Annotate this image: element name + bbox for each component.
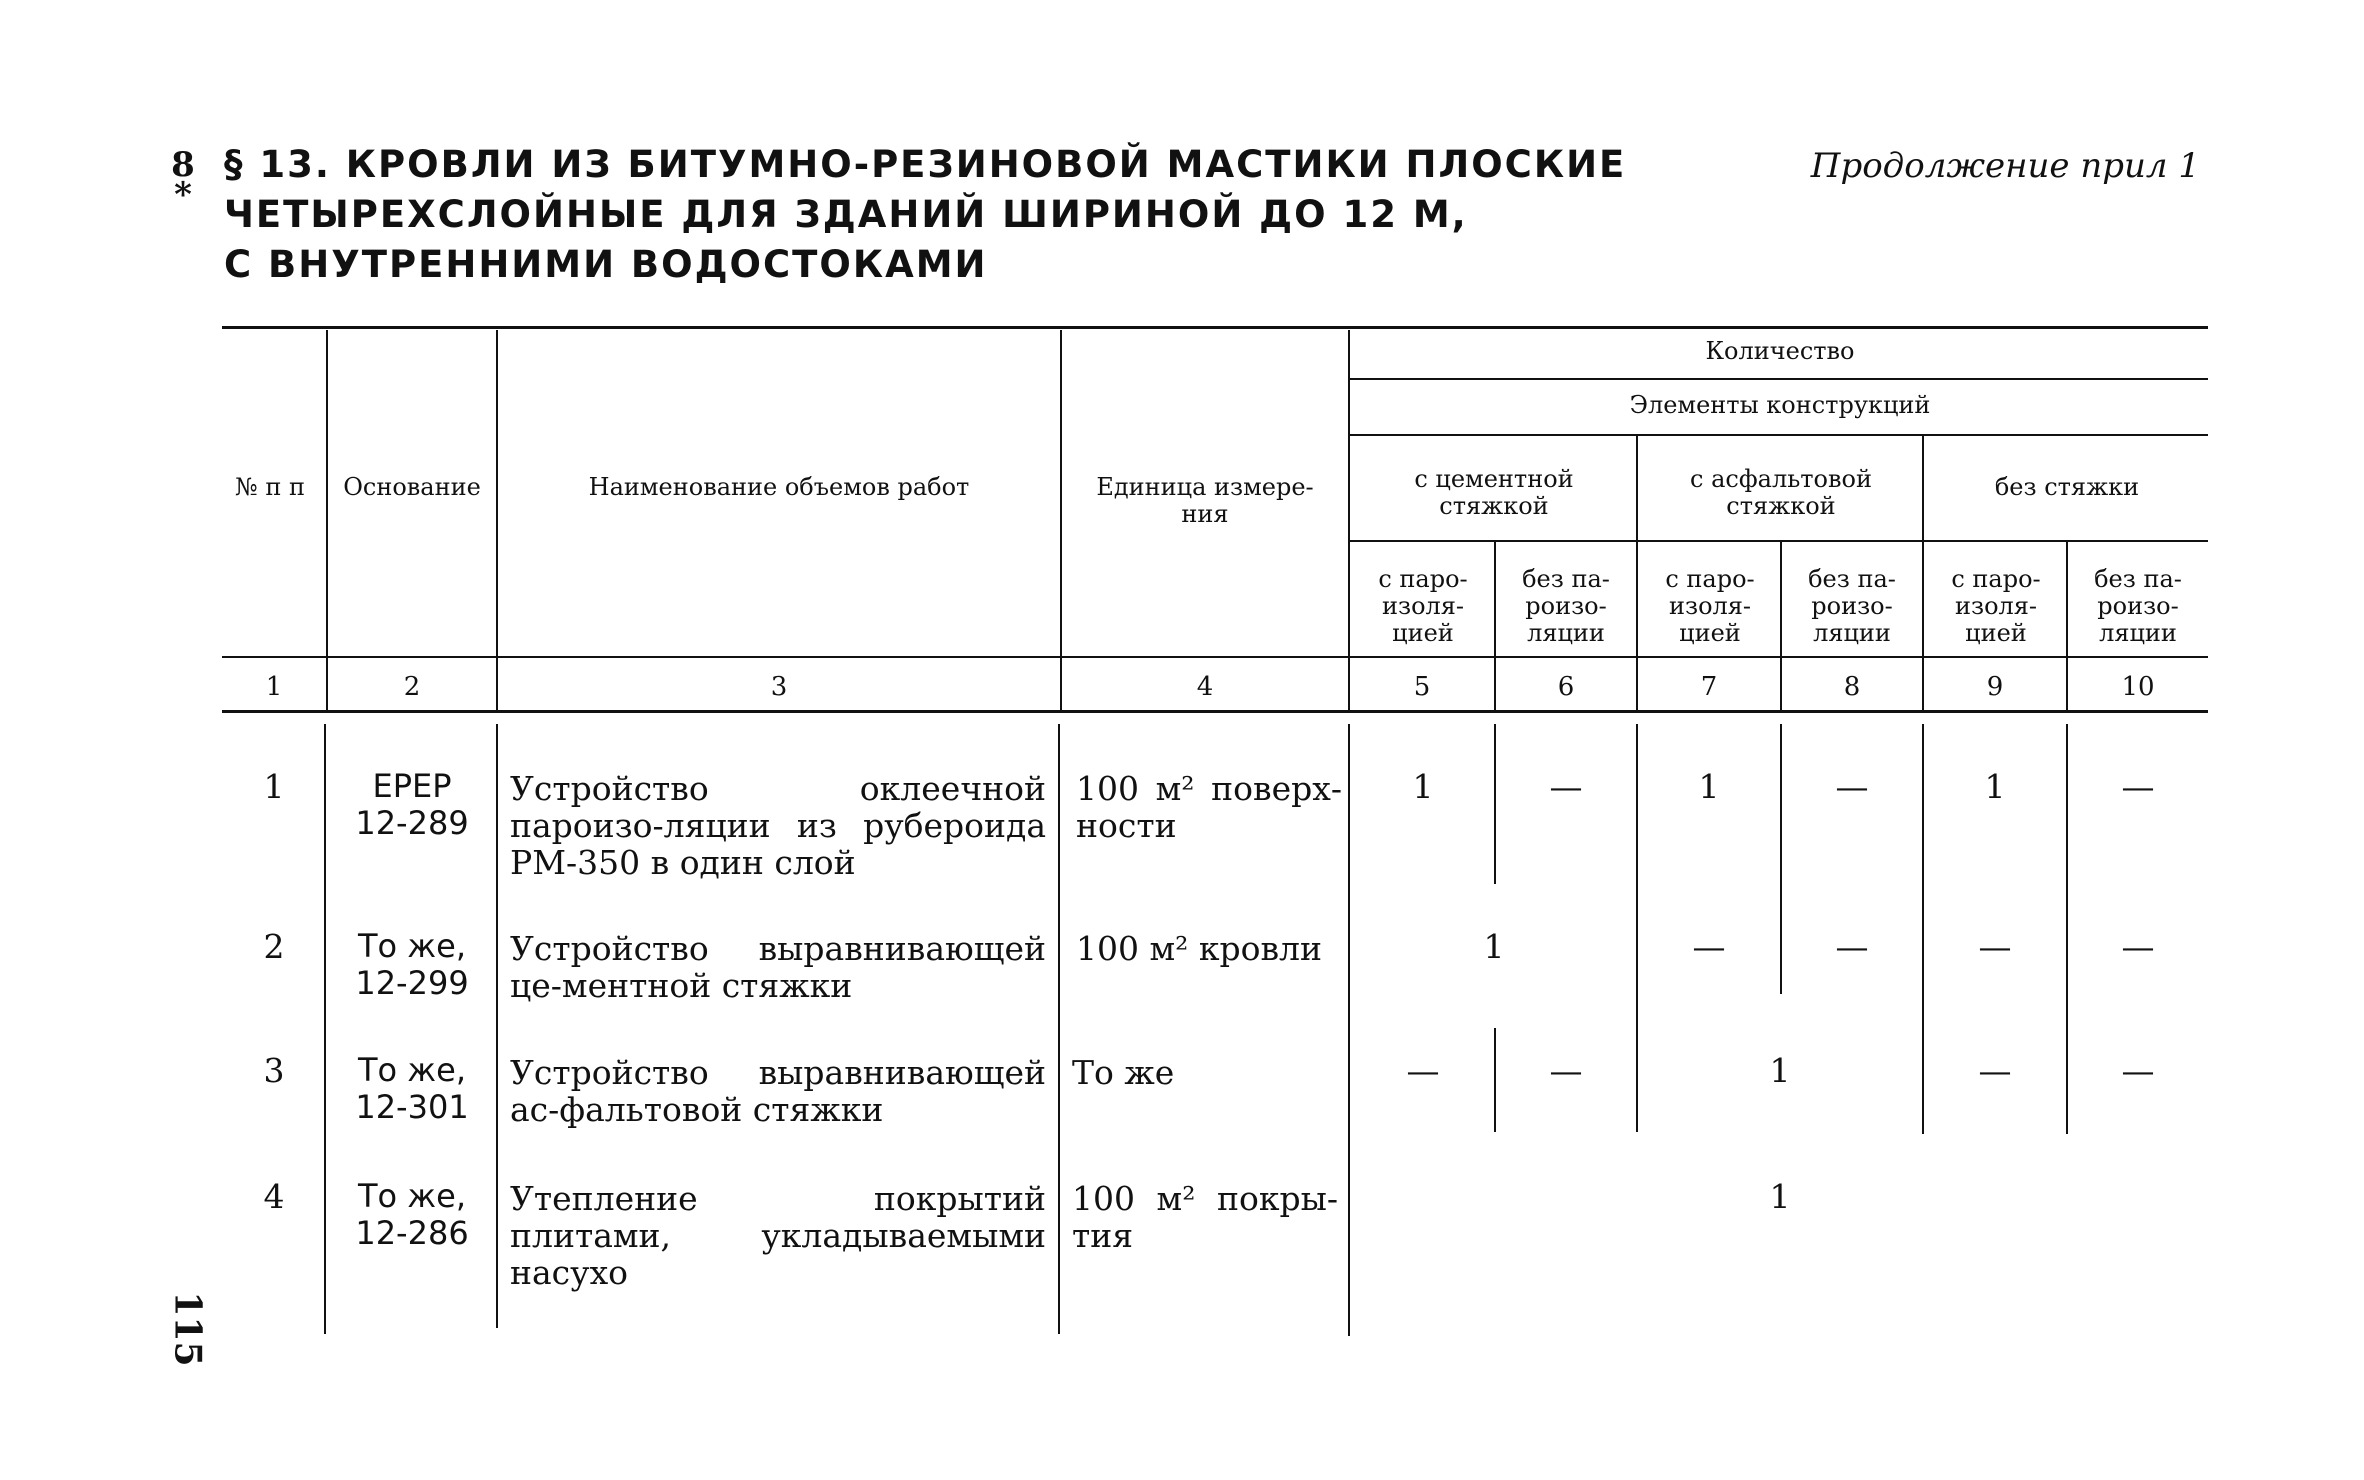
row2-col9: — bbox=[1978, 927, 2012, 966]
col-number: 1 bbox=[265, 672, 283, 702]
header-group-none: без стяжки bbox=[1994, 473, 2140, 501]
section-title bbox=[224, 140, 1627, 290]
col-number: 7 bbox=[1700, 672, 1718, 702]
row1-col7: 1 bbox=[1698, 767, 1720, 806]
header-elements: Элементы конструкций bbox=[1629, 391, 1931, 419]
row4-basis: То же, 12-286 bbox=[355, 1177, 469, 1252]
row1-unit: 100 м² поверх-ности bbox=[1076, 769, 1342, 845]
header-col9: с паро- изоля- цией bbox=[1951, 565, 2041, 647]
v-rule bbox=[1636, 436, 1638, 710]
row1-basis: ЕРЕР 12-289 bbox=[355, 767, 469, 842]
row3-col7-8: 1 bbox=[1769, 1051, 1791, 1090]
v-rule bbox=[324, 724, 326, 1334]
table-top-rule bbox=[222, 326, 2208, 329]
col-number: 9 bbox=[1986, 672, 2004, 702]
v-rule bbox=[1058, 724, 1060, 1334]
title-line-1: § 13. КРОВЛИ ИЗ БИТУМНО-РЕЗИНОВОЙ МАСТИКИ ПЛОСКИЕ bbox=[224, 143, 1627, 186]
row2-col10: — bbox=[2121, 927, 2155, 966]
header-col5: с паро- изоля- цией bbox=[1378, 565, 1468, 647]
row4-name: Утепление покрытий плитами, укладываемыми насухо bbox=[510, 1179, 1046, 1292]
row4-num: 4 bbox=[263, 1177, 285, 1216]
v-rule bbox=[1060, 330, 1062, 710]
row3-basis: То же, 12-301 bbox=[355, 1051, 469, 1126]
continuation-note: Продолжение прил 1 bbox=[1810, 146, 2200, 186]
col-number: 4 bbox=[1196, 672, 1214, 702]
row3-col10: — bbox=[2121, 1051, 2155, 1090]
side-mark bbox=[168, 145, 198, 215]
col-number: 2 bbox=[403, 672, 421, 702]
col-number: 5 bbox=[1413, 672, 1431, 702]
v-rule bbox=[496, 330, 498, 710]
header-basis: Основание bbox=[343, 473, 481, 501]
row1-col8: — bbox=[1835, 767, 1869, 806]
col-number: 8 bbox=[1843, 672, 1861, 702]
header-col10: без па- роизо- ляции bbox=[2094, 565, 2182, 647]
row2-col8: — bbox=[1835, 927, 1869, 966]
header-group-cement: с цементной стяжкой bbox=[1414, 465, 1574, 520]
row3-col5: — bbox=[1406, 1051, 1440, 1090]
row2-num: 2 bbox=[263, 927, 285, 966]
header-unit: Единица измере- ния bbox=[1096, 473, 1314, 528]
title-line-3: С ВНУТРЕННИМИ ВОДОСТОКАМИ bbox=[224, 243, 988, 286]
header-col6: без па- роизо- ляции bbox=[1522, 565, 1610, 647]
side-mark-bottom: * bbox=[174, 175, 192, 215]
col-number: 10 bbox=[2121, 672, 2155, 702]
col-number: 3 bbox=[770, 672, 788, 702]
row1-col5: 1 bbox=[1412, 767, 1434, 806]
groups-rule bbox=[1350, 540, 2208, 542]
elements-rule bbox=[1350, 434, 2208, 436]
header-col7: с паро- изоля- цией bbox=[1665, 565, 1755, 647]
side-mark-top: 8 bbox=[171, 145, 195, 185]
row2-basis: То же, 12-299 bbox=[355, 927, 469, 1002]
v-rule bbox=[1922, 436, 1924, 710]
row2-col7: — bbox=[1692, 927, 1726, 966]
header-quantity: Количество bbox=[1705, 337, 1855, 365]
v-rule bbox=[326, 330, 328, 710]
row4-unit: 100 м² покры-тия bbox=[1072, 1179, 1338, 1255]
header-num: № п п bbox=[235, 473, 305, 501]
row1-col10: — bbox=[2121, 767, 2155, 806]
row2-name: Устройство выравнивающей це-ментной стяжки bbox=[510, 929, 1046, 1005]
row3-col9: — bbox=[1978, 1051, 2012, 1090]
row4-col5-10: 1 bbox=[1769, 1177, 1791, 1216]
row1-col9: 1 bbox=[1984, 767, 2006, 806]
row1-col6: — bbox=[1549, 767, 1583, 806]
header-col8: без па- роизо- ляции bbox=[1808, 565, 1896, 647]
row3-num: 3 bbox=[263, 1051, 285, 1090]
v-rule bbox=[496, 724, 498, 1328]
header-name: Наименование объемов работ bbox=[588, 473, 970, 501]
header-bottom-rule bbox=[222, 656, 2208, 658]
row3-col6: — bbox=[1549, 1051, 1583, 1090]
row2-col5-6: 1 bbox=[1483, 927, 1505, 966]
row1-num: 1 bbox=[263, 767, 285, 806]
row3-name: Устройство выравнивающей ас-фальтовой стяжки bbox=[510, 1053, 1046, 1129]
v-rule bbox=[1348, 330, 1350, 710]
col-numbers-bottom-rule bbox=[222, 710, 2208, 713]
row2-unit: 100 м² кровли bbox=[1076, 929, 1323, 968]
row1-name: Устройство оклеечной пароизо-ляции из рубероида РМ-350 в один слой bbox=[510, 769, 1046, 882]
row3-unit: То же bbox=[1072, 1053, 1175, 1092]
title-line-2: ЧЕТЫРЕХСЛОЙНЫЕ ДЛЯ ЗДАНИЙ ШИРИНОЙ ДО 12 М, bbox=[224, 193, 1468, 236]
v-rule bbox=[1348, 724, 1350, 1336]
col-number: 6 bbox=[1557, 672, 1575, 702]
header-group-asphalt: с асфальтовой стяжкой bbox=[1690, 465, 1872, 520]
quantity-rule bbox=[1350, 378, 2208, 380]
page-number: 115 bbox=[166, 1291, 209, 1367]
